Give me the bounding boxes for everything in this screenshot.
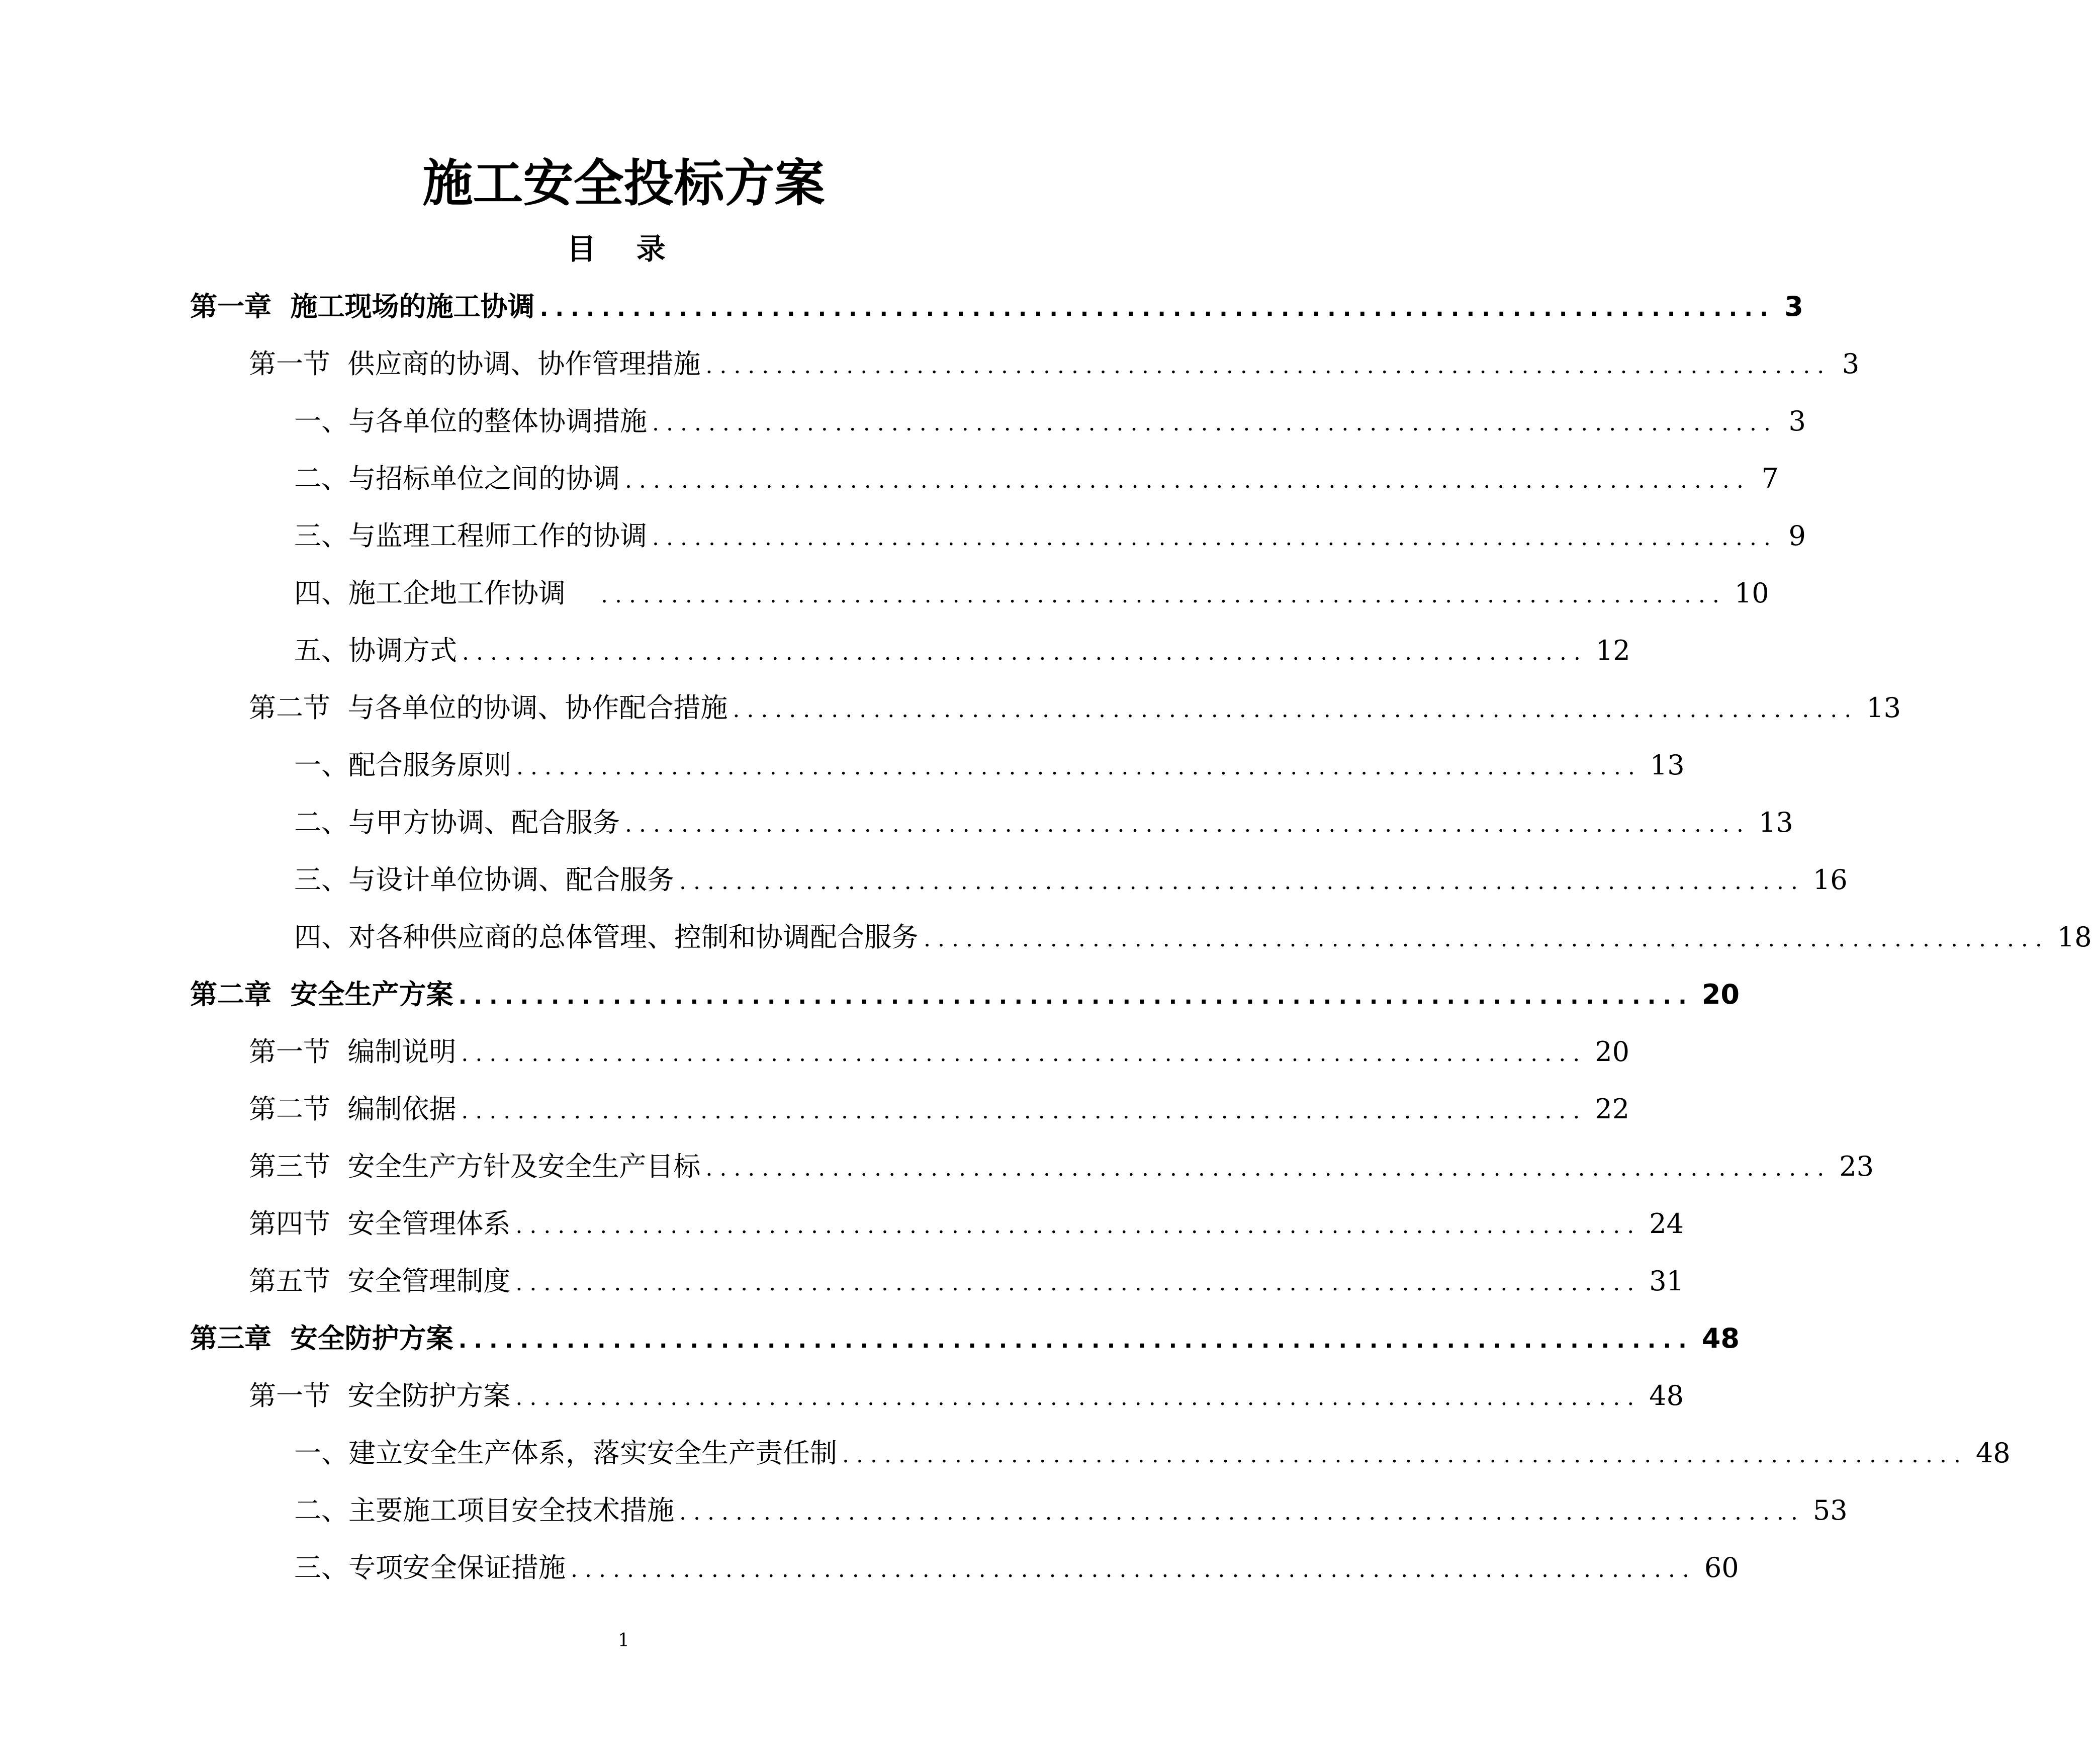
toc-entry-page: 23 (1839, 1151, 1874, 1182)
toc-entry-page: 48 (1701, 1322, 1740, 1354)
toc-leader-dots: ................................................................................ (601, 582, 1726, 608)
page-number: 1 (618, 1630, 629, 1651)
toc-leader-dots: ................................................................................ (625, 812, 1751, 837)
toc-leader-dots: ................................................................................ (705, 1156, 1832, 1181)
toc-leader-dots: ................................................................................ (516, 754, 1642, 780)
toc-entry-page: 18 (2057, 921, 2092, 953)
toc-entry-page: 24 (1649, 1208, 1684, 1240)
toc-entry-label: 三、与监理工程师工作的协调 (294, 520, 647, 552)
toc-entry-page: 53 (1812, 1494, 1848, 1526)
toc-entry-page: 9 (1788, 520, 1806, 552)
toc-entry[interactable] (294, 568, 1769, 619)
toc-entry-page: 3 (1784, 291, 1803, 322)
toc-entry-page: 13 (1650, 749, 1685, 781)
toc-entry-label: 二、与招标单位之间的协调 (294, 463, 620, 494)
toc-entry[interactable] (249, 1199, 1684, 1249)
toc-entry-page: 20 (1701, 979, 1740, 1010)
toc-entry[interactable] (294, 626, 1630, 676)
toc-entry-label: 第一节 安全防护方案 (249, 1380, 511, 1412)
toc-entry[interactable] (294, 1485, 1848, 1536)
toc-entry-page: 20 (1595, 1036, 1629, 1068)
toc-entry[interactable] (294, 396, 1806, 447)
toc-leader-dots: ................................................................................ (733, 697, 1859, 723)
toc-entry[interactable] (294, 1428, 2011, 1478)
toc-entry-label: 三、专项安全保证措施 (294, 1552, 566, 1583)
toc-entry-label: 第一章 施工现场的施工协调 (190, 291, 535, 322)
toc-entry-label: 第五节 安全管理制度 (249, 1265, 511, 1297)
toc-entry-label: 一、建立安全生产体系，落实安全生产责任制 (294, 1437, 837, 1469)
toc-entry[interactable] (249, 1084, 1629, 1134)
toc-leader-dots: ................................................................................ (924, 926, 2049, 952)
toc-entry-label: 五、协调方式 (294, 635, 457, 666)
toc-entry[interactable] (249, 1141, 1874, 1192)
toc-entry-page: 31 (1649, 1265, 1684, 1297)
toc-leader-dots: ................................................................................ (679, 869, 1805, 895)
toc-entry[interactable] (249, 1371, 1684, 1421)
toc-entry-label: 第一节 编制说明 (249, 1036, 457, 1068)
toc-leader-dots: ................................................................................ (461, 1098, 1587, 1124)
toc-leader-dots: ................................................................................ (679, 1500, 1805, 1525)
toc-entry-label: 第二章 安全生产方案 (190, 979, 453, 1010)
toc-leader-dots: ................................................................................ (515, 1213, 1642, 1239)
toc-entry[interactable] (249, 1256, 1684, 1306)
toc-entry-label: 第三节 安全生产方针及安全生产目标 (249, 1151, 701, 1182)
toc-entry-label: 四、施工企地工作协调 (294, 577, 566, 609)
toc-entry[interactable] (190, 1313, 1740, 1364)
toc-leader-dots: ................................................................................ (515, 1385, 1642, 1410)
toc-leader-dots: ................................................................................ (625, 468, 1751, 493)
toc-leader-dots: ................................................................................ (462, 640, 1588, 665)
toc-leader-dots: ................................................................................ (842, 1442, 1968, 1468)
toc-entry-page: 48 (1649, 1380, 1684, 1412)
toc-entry-page: 10 (1734, 577, 1769, 609)
toc-entry[interactable] (190, 969, 1740, 1020)
toc-entry[interactable] (294, 740, 1685, 790)
toc-leader-dots: ................................................................................ (458, 984, 1694, 1009)
toc-entry-label: 第一节 供应商的协调、协作管理措施 (249, 348, 701, 380)
toc-entry-page: 60 (1704, 1552, 1739, 1583)
toc-entry-label: 二、主要施工项目安全技术措施 (294, 1494, 674, 1526)
toc-entry-label: 一、配合服务原则 (294, 749, 511, 781)
toc-leader-dots: ................................................................................ (515, 1270, 1642, 1296)
toc-entry[interactable] (294, 798, 1793, 848)
toc-entry-page: 7 (1761, 463, 1779, 494)
toc-entry-page: 16 (1812, 864, 1848, 896)
toc-entry[interactable] (249, 1027, 1629, 1077)
toc-entry[interactable] (294, 855, 1848, 905)
toc-leader-dots: ................................................................................ (652, 410, 1778, 436)
toc-leader-dots: ................................................................................ (461, 1041, 1587, 1067)
toc-entry-label: 第三章 安全防护方案 (190, 1322, 453, 1354)
toc-entry[interactable] (294, 1543, 1739, 1593)
toc-entry-page: 48 (1975, 1437, 2011, 1469)
toc-entry-label: 三、与设计单位协调、配合服务 (294, 864, 674, 896)
toc-entry-label: 第二节 编制依据 (249, 1093, 457, 1125)
toc-leader-dots: ................................................................................ (652, 525, 1778, 551)
toc-leader-dots: ................................................................................ (571, 1557, 1696, 1582)
toc-entry[interactable] (190, 282, 1803, 332)
toc-entry-label: 四、对各种供应商的总体管理、控制和协调配合服务 (294, 921, 919, 953)
toc-entry-page: 3 (1842, 348, 1860, 380)
toc-entry-label: 一、与各单位的整体协调措施 (294, 405, 647, 437)
toc-entry[interactable] (249, 339, 1860, 389)
toc-entry-page: 3 (1788, 405, 1806, 437)
document-title: 施工安全投标方案 (422, 154, 825, 213)
toc-entry[interactable] (249, 683, 1901, 733)
toc-entry-page: 12 (1595, 635, 1630, 666)
toc-entry-page: 22 (1595, 1093, 1629, 1125)
toc-entry-label: 二、与甲方协调、配合服务 (294, 807, 620, 838)
toc-entry[interactable] (294, 454, 1779, 504)
toc-entry-page: 13 (1866, 692, 1901, 724)
toc-entry-label: 第二节 与各单位的协调、协作配合措施 (249, 692, 728, 724)
toc-leader-dots: ................................................................................ (705, 353, 1832, 379)
toc-leader-dots: ................................................................................ (539, 296, 1775, 321)
toc-entry-label: 第四节 安全管理体系 (249, 1208, 511, 1240)
toc-entry-page: 13 (1758, 807, 1793, 838)
toc-entry[interactable] (294, 912, 2092, 962)
toc-entry[interactable] (294, 511, 1806, 561)
toc-heading: 目 录 (567, 232, 681, 266)
toc-leader-dots: ................................................................................ (458, 1328, 1694, 1353)
